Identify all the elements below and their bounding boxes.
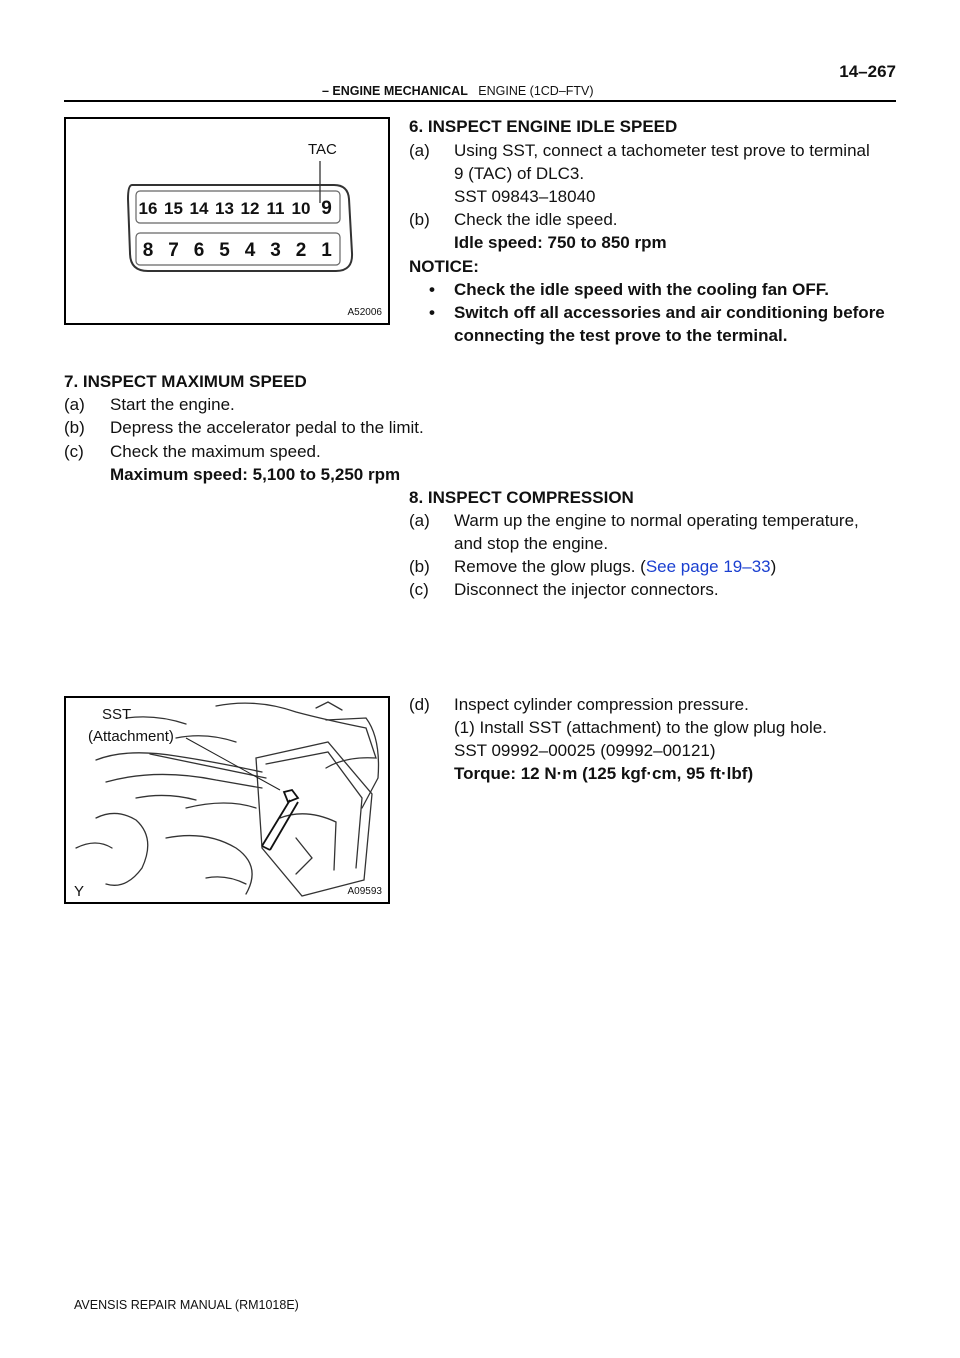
connector-pin-6: 6 [193, 240, 205, 261]
header-rule [64, 100, 896, 102]
step6-b-text: Check the idle speed. [454, 210, 618, 229]
step8-a-line2: and stop the engine. [454, 534, 609, 553]
step8-c-mark: (c) [409, 580, 429, 599]
connector-pin-2: 2 [295, 240, 307, 261]
step7-c-text: Check the maximum speed. [110, 442, 321, 461]
connector-pin-3: 3 [270, 240, 281, 261]
step7-c-mark: (c) [64, 442, 84, 461]
torque-spec: Torque: 12 N·m (125 kgf·cm, 95 ft·lbf) [454, 764, 754, 783]
section-main: – ENGINE MECHANICAL [322, 84, 468, 98]
step8-c-text: Disconnect the injector connectors. [454, 580, 719, 599]
step7-title: 7. INSPECT MAXIMUM SPEED [64, 372, 307, 391]
step7-b-mark: (b) [64, 418, 85, 437]
section-title [322, 84, 594, 98]
step8-d-mark: (d) [409, 695, 430, 714]
section-sub: ENGINE (1CD–FTV) [478, 84, 594, 98]
step8-b-mark: (b) [409, 557, 430, 576]
corner-mark: Y [74, 883, 85, 900]
figure-code: A09593 [347, 886, 382, 897]
step8-d-text: Inspect cylinder compression pressure. [454, 695, 749, 714]
page-header [64, 62, 896, 102]
connector-pin-5: 5 [219, 240, 230, 261]
notice-2-line2: connecting the test prove to the terminal. [454, 326, 788, 345]
connector-pin-11: 11 [266, 199, 285, 218]
max-speed-spec: Maximum speed: 5,100 to 5,250 rpm [110, 465, 401, 484]
step7-a-mark: (a) [64, 395, 85, 414]
idle-speed-spec: Idle speed: 750 to 850 rpm [454, 233, 667, 252]
connector-pin-8: 8 [142, 240, 154, 261]
step8-b-text [454, 556, 776, 578]
step6-b-mark: (b) [409, 210, 430, 229]
bullet-2: • [429, 303, 435, 322]
connector-pin-10: 10 [291, 199, 311, 218]
step6-title: 6. INSPECT ENGINE IDLE SPEED [409, 117, 678, 136]
connector-pin-13: 13 [215, 199, 234, 218]
figure-code: A52006 [347, 307, 382, 318]
connector-pin-15: 15 [164, 199, 183, 218]
connector-pin-16: 16 [138, 199, 158, 218]
dlc3-connector-drawing [66, 119, 388, 323]
connector-pin-14: 14 [189, 199, 209, 218]
step8-b-post: ) [770, 557, 777, 576]
sst-attachment-figure [64, 696, 390, 904]
step8-d-sst: SST 09992–00025 (09992–00121) [454, 741, 716, 760]
notice-heading: NOTICE: [409, 257, 479, 276]
step8-b-pre: Remove the glow plugs. ( [454, 557, 646, 576]
connector-pin-12: 12 [240, 199, 260, 218]
step6-a-line2: 9 (TAC) of DLC3. [454, 164, 585, 183]
tac-label: TAC [308, 141, 337, 158]
step8-title: 8. INSPECT COMPRESSION [409, 488, 634, 507]
connector-pins-top [139, 198, 332, 219]
page-number: 14–267 [839, 62, 896, 81]
step7-b-text: Depress the accelerator pedal to the limit. [110, 418, 424, 437]
connector-pin-7: 7 [168, 240, 179, 261]
dlc3-connector-figure [64, 117, 390, 325]
step6-a-sst: SST 09843–18040 [454, 187, 596, 206]
bullet-1: • [429, 280, 435, 299]
attachment-label: (Attachment) [88, 728, 174, 745]
sst-label: SST [102, 706, 132, 723]
step8-a-mark: (a) [409, 511, 430, 530]
see-page-link[interactable]: See page 19–33 [645, 557, 771, 576]
step7-a-text: Start the engine. [110, 395, 235, 414]
step6-a-line1: Using SST, connect a tachometer test prove to terminal [454, 141, 870, 160]
step8-a-line1: Warm up the engine to normal operating temperature, [454, 511, 859, 530]
step8-d1: (1) Install SST (attachment) to the glow plug hole. [454, 718, 827, 737]
notice-1: Check the idle speed with the cooling fan OFF. [454, 280, 829, 299]
connector-pins-bottom [143, 240, 333, 261]
connector-pin-9: 9 [321, 198, 332, 219]
step6-a-mark: (a) [409, 141, 430, 160]
connector-pin-4: 4 [244, 240, 256, 261]
notice-2-line1: Switch off all accessories and air conditioning before [454, 303, 885, 322]
page-footer: AVENSIS REPAIR MANUAL (RM1018E) [74, 1298, 299, 1312]
connector-pin-1: 1 [321, 240, 332, 261]
